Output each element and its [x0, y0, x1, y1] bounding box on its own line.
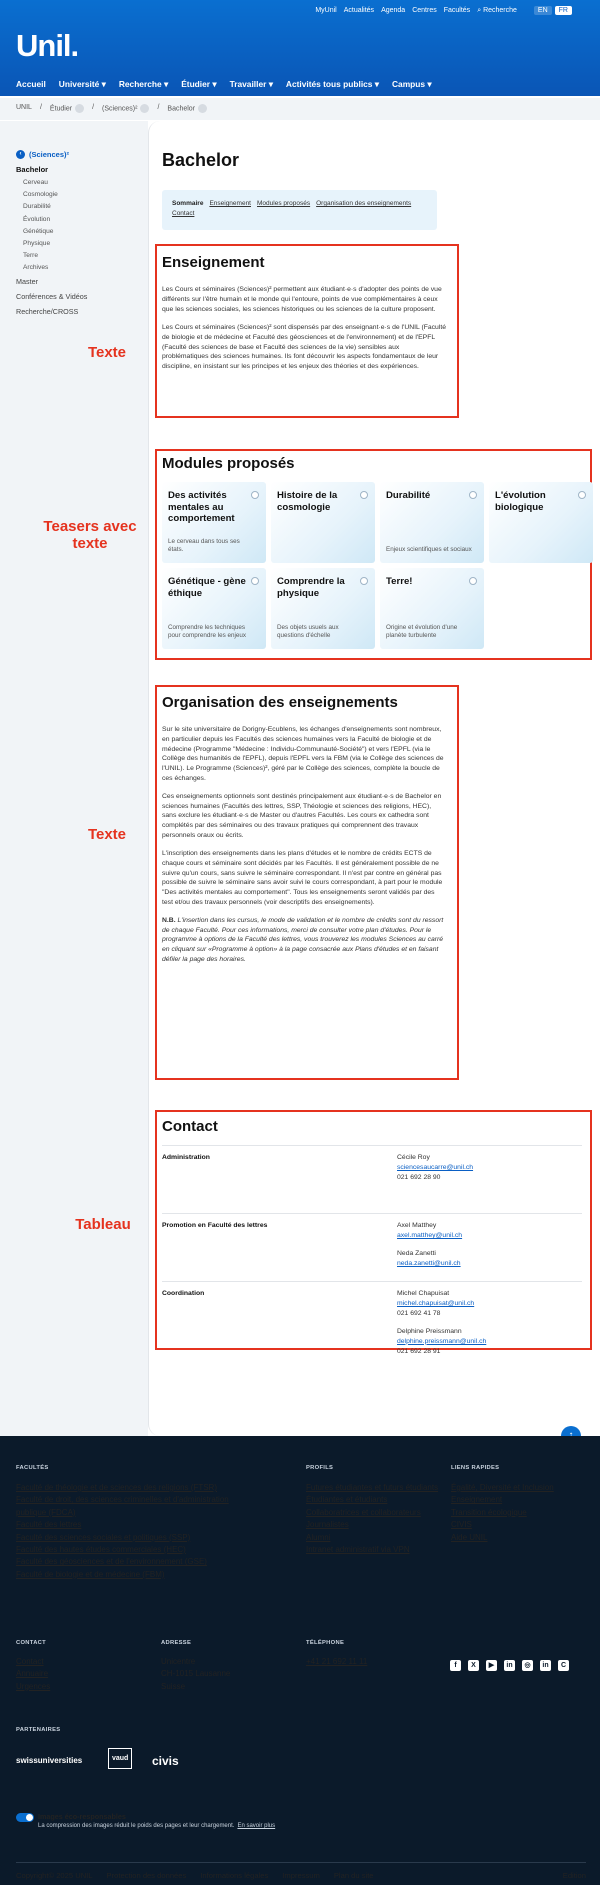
sidebar-sub-cosmologie[interactable]: Cosmologie — [23, 191, 58, 199]
youtube-icon[interactable]: ▶ — [486, 1660, 497, 1671]
footer-liens-list — [451, 1482, 591, 1544]
sidebar-sub-cerveau[interactable]: Cerveau — [23, 179, 48, 186]
arrow-right-icon — [578, 491, 586, 499]
footer-heading-profils: PROFILS — [306, 1465, 334, 1471]
footer-phone: +41 21 692 11 11 — [306, 1657, 368, 1666]
toc-link-organisation[interactable]: Organisation des enseignements — [316, 200, 412, 207]
table-row: Promotion en Faculté des lettres Axel Matthey axel.matthey@unil.ch Neda Zanetti neda.zanetti@unil.ch — [162, 1213, 582, 1281]
sidebar-item-master[interactable]: Master — [16, 277, 38, 287]
paragraph: Ces enseignements optionnels sont destinés principalement aux étudiant·e·s de Bachelor en sciences humaines (Facultés des lettres, SSP, Théologie et sciences des religions, HEC), sans exclure les étudiant·e·s de Master ou d'autres Facultés. Les cours ex cathedra sont complétés par des séminaires ou des travaux pratiques qui comprennent des travaux personnels oraux ou écrits. — [162, 793, 442, 839]
footer-link[interactable]: Annuaire — [16, 1669, 49, 1679]
sidebar-back-link[interactable]: ‹ (Sciences)² — [16, 150, 87, 159]
paragraph: Les Cours et séminaires (Sciences)² sont dispensés par des enseignant·e·s de l'UNIL (Faculté de biologie et de médecine et Faculté des géosciences et de l'environnement) et de l'EPFL (Faculté des sciences de base et Faculté des sciences de la vie) sensibles aux problématiques des sciences humaines. Ils font découvrir les aspects fondamentaux de leur discipline, en insistant sur les principes et les enjeux des théories et des expériences. — [162, 324, 447, 370]
x-icon[interactable]: X — [468, 1660, 479, 1671]
sidebar-sub-durabilite[interactable]: Durabilité — [23, 203, 51, 211]
eco-images-toggle[interactable] — [16, 1813, 34, 1822]
arrow-right-icon — [360, 577, 368, 585]
teaser-card[interactable]: Des activités mentales au comportement Le cerveau dans tous ses états. — [162, 482, 266, 563]
sidebar-item-conferences[interactable]: Conférences & Vidéos — [16, 292, 88, 302]
nav-accueil[interactable]: Accueil — [16, 79, 46, 89]
footer-link[interactable]: Étudiantes et étudiants — [306, 1495, 388, 1505]
section-title-modules: Modules proposés — [162, 455, 295, 472]
arrow-left-icon: ‹ — [16, 150, 25, 159]
annotation-label-tableau: Tableau — [75, 1216, 131, 1233]
sidebar-item-recherche-cross[interactable]: Recherche/CROSS — [16, 307, 79, 317]
partner-civis-logo[interactable]: civis — [152, 1754, 179, 1768]
footer-link[interactable]: Faculté des hautes études commerciales (HEC) — [16, 1544, 186, 1554]
breadcrumb-etudier[interactable]: Étudier — [50, 104, 84, 114]
nav-activites[interactable]: Activités tous publics ▾ — [285, 79, 379, 89]
footer-heading-facultes: FACULTÉS — [16, 1465, 49, 1471]
c-icon[interactable]: C — [558, 1660, 569, 1671]
sidebar-sub-archives[interactable]: Archives — [23, 264, 49, 272]
nav-universite[interactable]: Université ▾ — [58, 79, 106, 89]
facebook-icon[interactable]: f — [450, 1660, 461, 1671]
teaser-card[interactable]: Durabilité Enjeux scientifiques et sociaux — [380, 482, 484, 563]
unil-logo[interactable]: Unil. — [16, 28, 79, 63]
top-links — [315, 6, 572, 15]
arrow-right-icon — [469, 577, 477, 585]
footer-link[interactable]: Faculté des lettres — [16, 1520, 82, 1530]
footer-heading-adresse: ADRESSE — [161, 1640, 192, 1646]
paragraph: Sur le site universitaire de Dorigny-Ecublens, les échanges d'enseignements sont nombreux, en particulier depuis les Facultés des sciences humaines vers la Faculté de biologie et de médecine (Programme "Médecine : Individu-Communauté-Société") et vers l'EPFL (via le Collège des humanités de l'EPFL), depuis l'EPFL vers la FBM (via le Collège des sciences de l'UNIL). Le Programme (Sciences)², géré par le Collège des sciences, complète la boucle de ces échanges. — [162, 726, 444, 782]
email-link[interactable]: delphine.preissmann@unil.ch — [397, 1337, 487, 1345]
teaser-card[interactable]: Comprendre la physique Des objets usuels aux questions d'échelle — [271, 568, 375, 649]
top-link-actualites[interactable]: Actualités — [343, 7, 375, 14]
note-paragraph: N.B. L'insertion dans les cursus, le mode de validation et le nombre de crédits sont du ressort de chaque Faculté. Pour ces informations, merci de consulter votre plan d'études. Pour le programme à options de la Faculté des lettres, vous trouverez les modules Sciences au carré en cliquant sur «Programme à option» à la page consacrée aux Plans d'études et en faisant défiler la page des horaires. — [162, 917, 444, 963]
footer-link[interactable]: Contact — [16, 1657, 44, 1666]
footer-link[interactable]: Urgences — [16, 1681, 51, 1691]
top-link-myunil[interactable]: MyUnil — [315, 7, 337, 14]
footer-link[interactable]: Enseignement — [451, 1495, 503, 1505]
footer-profils-list — [306, 1482, 441, 1556]
footer-link[interactable]: Futures étudiantes et futurs étudiants — [306, 1483, 439, 1492]
top-link-agenda[interactable]: Agenda — [381, 7, 406, 14]
edition-link[interactable]: Edition — [562, 1871, 586, 1880]
email-link[interactable]: sciencesaucarre@unil.ch — [397, 1164, 474, 1172]
teaser-card[interactable]: L'évolution biologique — [489, 482, 593, 563]
paragraph: L'inscription des enseignements dans les plans d'études et le nombre de crédits ECTS de chaque cours et séminaire sont décidés par les Facultés. Il est généralement possible de ne suivre qu'un cours, sans suivre le séminaire correspondant. Il n'est par contre en général pas possible de suivre le séminaire sans avoir suivi le cours correspondant, à part pour le module "Des activités mentales au comportement". Tous les enseignements seront validés par des test et/ou des travaux personnels (voir descriptifs des enseignements). — [162, 850, 443, 906]
footer-link-impressum[interactable]: Impressum — [282, 1871, 320, 1880]
eco-images-title: Images éco-responsables — [38, 1812, 126, 1821]
annotation-label-texte-1: Texte — [87, 344, 127, 361]
section-title-enseignement: Enseignement — [162, 254, 265, 271]
email-link[interactable]: michel.chapuisat@unil.ch — [397, 1300, 475, 1308]
section-title-contact: Contact — [162, 1118, 218, 1135]
footer-bottom-bar — [16, 1862, 586, 1880]
social-links — [450, 1660, 569, 1671]
nav-campus[interactable]: Campus ▾ — [392, 79, 432, 89]
footer-link[interactable]: Journalistes — [306, 1520, 349, 1530]
search-icon: ⌕ — [477, 6, 484, 14]
footer-facultes-list — [16, 1482, 246, 1581]
email-link[interactable]: neda.zanetti@unil.ch — [397, 1259, 461, 1267]
language-switch — [534, 6, 572, 15]
nav-travailler[interactable]: Travailler ▾ — [229, 79, 273, 89]
table-of-contents — [162, 190, 437, 230]
instagram-icon[interactable]: ◎ — [522, 1660, 533, 1671]
footer-link[interactable]: Transition écologique — [451, 1507, 527, 1517]
footer-link[interactable]: Faculté de droit, des sciences criminelles et d'administration publique (FDCA) — [16, 1495, 229, 1517]
teaser-grid — [162, 482, 592, 649]
annotation-label-texte-2: Texte — [87, 826, 127, 843]
arrow-right-icon — [360, 491, 368, 499]
breadcrumb-bachelor[interactable]: Bachelor — [167, 104, 207, 114]
page-title: Bachelor — [162, 150, 240, 170]
sidebar-sub-genetique[interactable]: Génétique — [23, 227, 54, 235]
email-link[interactable]: axel.matthey@unil.ch — [397, 1232, 463, 1240]
sidebar-item-bachelor[interactable]: Bachelor — [16, 165, 49, 174]
arrow-right-icon — [469, 491, 477, 499]
footer-link-sitemap[interactable]: Plan du site — [333, 1871, 374, 1880]
footer-link[interactable]: Égalité, Diversité et Inclusion — [451, 1483, 554, 1492]
linkedin-icon[interactable]: in — [504, 1660, 515, 1671]
footer-link-legal[interactable]: Informations légales — [200, 1871, 269, 1880]
sidebar-sub-physique[interactable]: Physique — [23, 239, 51, 247]
footer-heading-telephone: TÉLÉPHONE — [306, 1640, 345, 1646]
linkedin-alt-icon[interactable]: in — [540, 1660, 551, 1671]
annotation-label-teasers: Teasers avec texte — [43, 518, 137, 552]
sidebar — [16, 150, 87, 321]
paragraph: Les Cours et séminaires (Sciences)² permettent aux étudiant·e·s d'adopter des points de vue différents sur l'être humain et le monde qui l'entoure, points de vue complémentaires à ceux que les sciences sociales, les sciences historiques ou les sciences de la culture proposent. — [162, 286, 442, 313]
footer-link-privacy[interactable]: Protection des données — [106, 1871, 187, 1880]
table-row: Coordination Michel Chapuisat michel.chapuisat@unil.ch 021 692 41 78 Delphine Preissmann delphine.preissmann@unil.ch 021 692 28 91 — [162, 1281, 582, 1356]
teaser-card[interactable]: Histoire de la cosmologie — [271, 482, 375, 563]
lang-en[interactable]: EN — [534, 6, 552, 15]
toc-link-contact[interactable]: Contact — [172, 210, 195, 218]
eco-images-desc: La compression des images réduit le poids des pages et leur chargement. En savoir plus — [38, 1823, 276, 1829]
toc-link-enseignement[interactable]: Enseignement — [209, 200, 251, 207]
sidebar-sub-terre[interactable]: Terre — [23, 252, 39, 260]
section-enseignement — [162, 252, 447, 380]
teaser-card[interactable]: Terre! Origine et évolution d'une planète turbulente — [380, 568, 484, 649]
arrow-right-icon — [251, 577, 259, 585]
section-contact — [162, 1116, 582, 1356]
section-modules — [162, 453, 592, 649]
toc-label: Sommaire — [172, 200, 204, 207]
partner-swissuniversities-logo[interactable]: swissuniversities — [16, 1756, 83, 1765]
footer-link[interactable]: Intranet administratif via VPN — [306, 1544, 410, 1554]
footer-link[interactable]: CIVIS — [451, 1520, 472, 1530]
top-link-facultes[interactable]: Facultés — [443, 7, 471, 14]
table-row: Administration Cécile Roy sciencesaucarre@unil.ch 021 692 28 90 — [162, 1145, 582, 1213]
search-link[interactable]: ⌕ Recherche — [477, 6, 517, 14]
toc-link-modules[interactable]: Modules proposés — [257, 200, 311, 207]
footer-heading-partenaires: PARTENAIRES — [16, 1727, 61, 1733]
copyright: Copyright© 2025 UNIL — [16, 1871, 93, 1880]
section-organisation — [162, 692, 447, 973]
footer-contact-list — [16, 1656, 50, 1693]
breadcrumb: UNIL / Étudier / (Sciences)² / Bachelor — [0, 98, 600, 120]
footer-link[interactable]: Collaboratrices et collaborateurs — [306, 1507, 421, 1517]
teaser-card[interactable]: Génétique - gène éthique Comprendre les techniques pour comprendre les enjeux — [162, 568, 266, 649]
footer-link[interactable]: Alumni — [306, 1532, 331, 1542]
footer-link[interactable]: Faculté de théologie et de sciences des religions (FTSR) — [16, 1483, 217, 1492]
breadcrumb-sciences[interactable]: (Sciences)² — [102, 104, 149, 114]
footer-link[interactable]: Faculté de biologie et de médecine (FBM) — [16, 1569, 165, 1579]
section-title-organisation: Organisation des enseignements — [162, 694, 398, 711]
footer-heading-contact: CONTACT — [16, 1640, 47, 1646]
footer-link[interactable]: Faculté des sciences sociales et politiques (SSP) — [16, 1532, 191, 1542]
partner-vaud-logo[interactable]: vaud — [108, 1748, 132, 1769]
nav-recherche[interactable]: Recherche ▾ — [118, 79, 169, 89]
site-header — [0, 0, 600, 96]
breadcrumb-unil[interactable]: UNIL — [16, 104, 32, 111]
top-link-centres[interactable]: Centres — [412, 7, 437, 14]
lang-fr[interactable]: FR — [555, 6, 572, 15]
nav-etudier[interactable]: Étudier ▾ — [181, 79, 217, 89]
footer-link[interactable]: Aide UNIL — [451, 1532, 488, 1542]
main-nav — [16, 79, 432, 89]
eco-learn-more-link[interactable]: En savoir plus — [237, 1823, 276, 1829]
arrow-right-icon — [251, 491, 259, 499]
footer-link[interactable]: Faculté des géosciences et de l'environnement (GSE) — [16, 1557, 207, 1567]
sidebar-sub-evolution[interactable]: Évolution — [23, 215, 51, 223]
footer-address: Unicentre CH-1015 Lausanne Suisse — [161, 1657, 231, 1691]
footer-heading-liens: LIENS RAPIDES — [451, 1465, 500, 1471]
